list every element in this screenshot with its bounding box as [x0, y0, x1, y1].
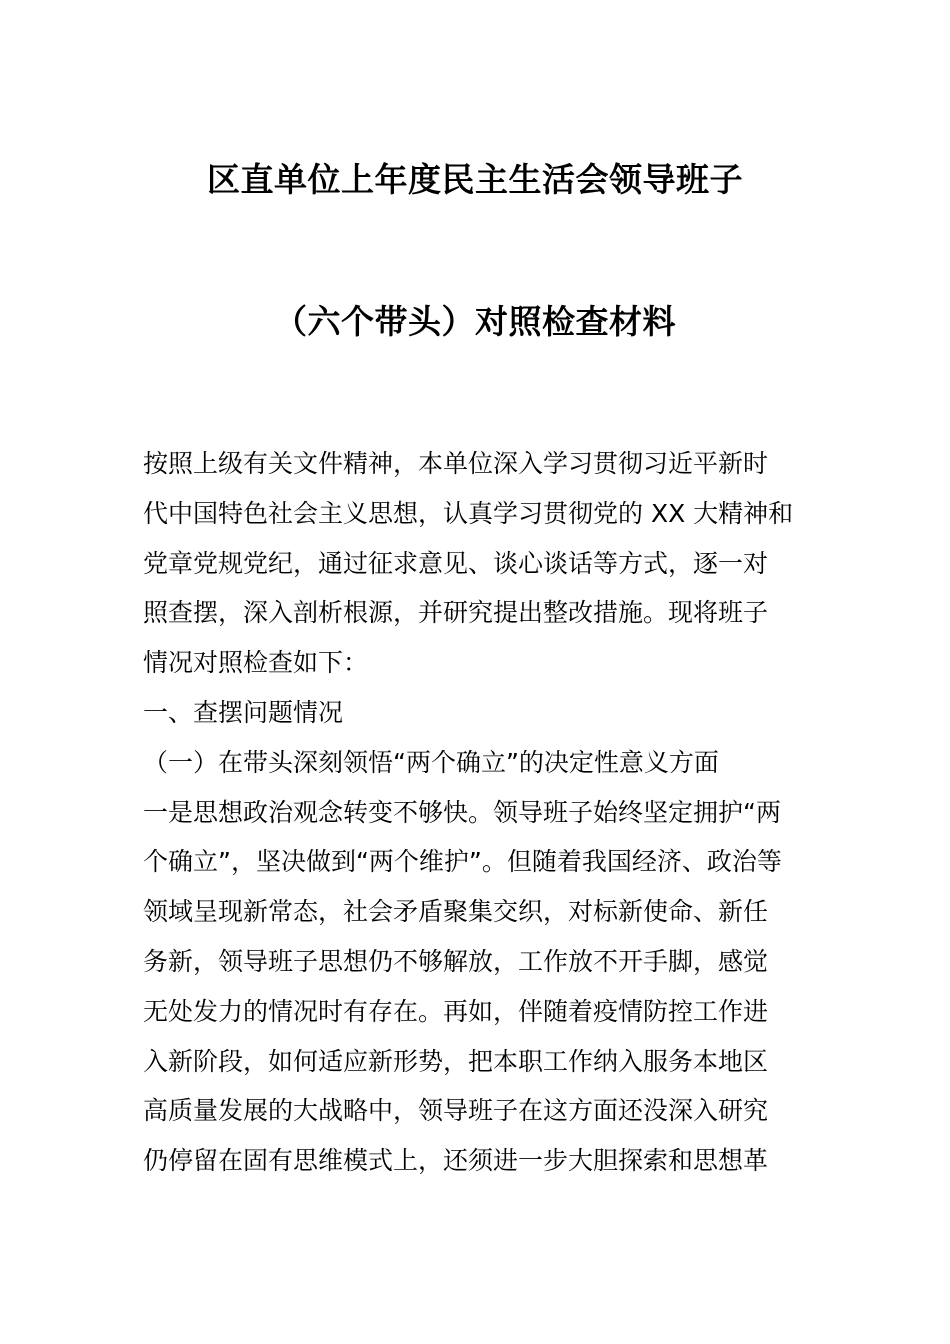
body-line: 党章党规党纪，通过征求意见、谈心谈话等方式，逐一对 [143, 548, 769, 578]
body-line: 仍停留在固有思维模式上，还须进一步大胆探索和思想革 [143, 1146, 769, 1176]
document-title-line-2: （六个带头）对照检查材料 [274, 302, 676, 341]
body-line: 照查摆，深入剖析根源，并研究提出整改措施。现将班子 [143, 598, 769, 628]
body-line: 代中国特色社会主义思想，认真学习贯彻党的 XX 大精神和 [143, 498, 794, 528]
body-line: 无处发力的情况时有存在。再如，伴随着疫情防控工作进 [143, 996, 769, 1026]
body-line: 高质量发展的大战略中，领导班子在这方面还没深入研究 [143, 1096, 769, 1126]
body-line: 务新，领导班子思想仍不够解放，工作放不开手脚，感觉 [143, 946, 769, 976]
body-line: 个确立”，坚决做到“两个维护”。但随着我国经济、政治等 [143, 847, 782, 877]
section-heading: 一、查摆问题情况 [143, 697, 344, 727]
body-line: 领域呈现新常态，社会矛盾聚集交织，对标新使命、新任 [143, 897, 769, 927]
document-body [143, 439, 815, 1186]
body-line: 一是思想政治观念转变不够快。领导班子始终坚定拥护“两 [143, 797, 781, 827]
body-line: 入新阶段，如何适应新形势，把本职工作纳入服务本地区 [143, 1046, 769, 1076]
document-title-line-1: 区直单位上年度民主生活会领导班子 [207, 160, 743, 199]
body-line: 情况对照检查如下： [143, 648, 369, 678]
subsection-heading: （一）在带头深刻领悟“两个确立”的决定性意义方面 [143, 747, 719, 777]
body-line: 按照上级有关文件精神，本单位深入学习贯彻习近平新时 [143, 449, 769, 478]
